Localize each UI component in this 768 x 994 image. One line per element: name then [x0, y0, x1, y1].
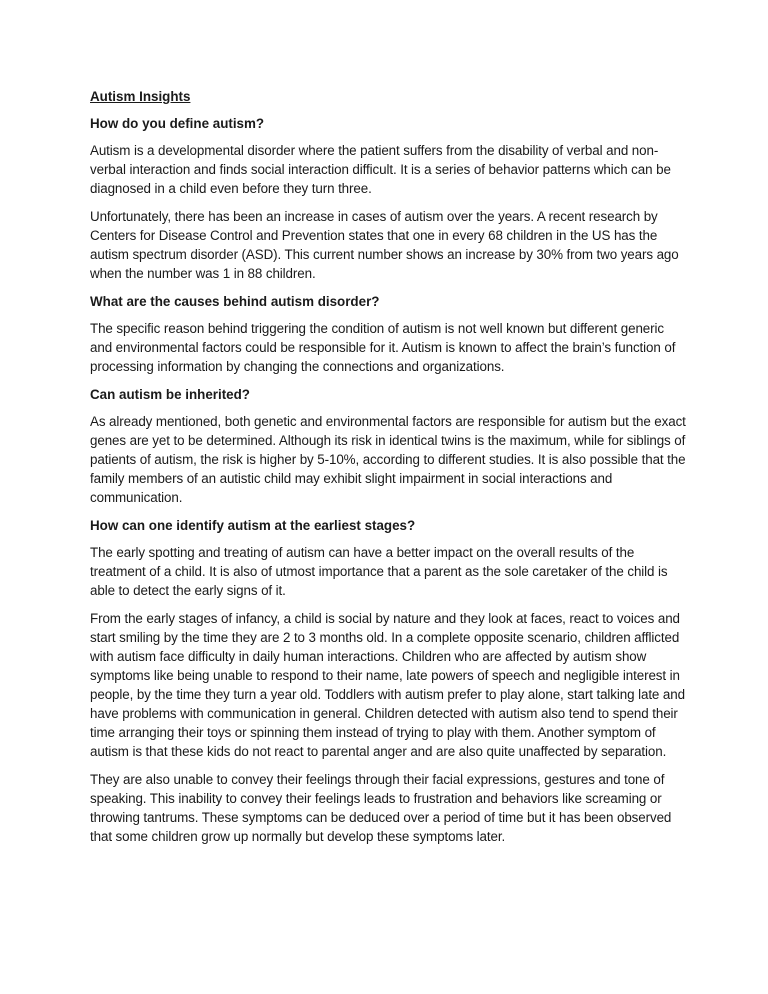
paragraph: From the early stages of infancy, a child is social by nature and they look at faces, react to voices and start smiling by the time they are 2 to 3 months old. In a complete opposite scenario, children afflicted with autism face difficulty in daily human interactions. Children who are affected by autism show symptoms like being unable to respond to their name, late powers of speech and negligible interest in people, by the time they turn a year old. Toddlers with autism prefer to play alone, start talking late and have problems with communication in general. Children detected with autism also tend to spend their time arranging their toys or spinning them instead of trying to play with them. Another symptom of autism is that these kids do not react to parental anger and are also quite unaffected by separation. — [90, 611, 685, 759]
section-heading-identify: How can one identify autism at the earliest stages? — [90, 518, 416, 533]
paragraph: The specific reason behind triggering the condition of autism is not well known but different generic and environmental factors could be responsible for it. Autism is known to affect the brain’s function of processing information by changing the connections and organizations. — [90, 321, 676, 374]
paragraph: Unfortunately, there has been an increase in cases of autism over the years. A recent research by Centers for Disease Control and Prevention states that one in every 68 children in the US has the autism spectrum disorder (ASD). This current number shows an increase by 30% from two years ago when the number was 1 in 88 children. — [90, 209, 679, 281]
section-heading-inherited: Can autism be inherited? — [90, 387, 250, 402]
paragraph: As already mentioned, both genetic and environmental factors are responsible for autism but the exact genes are yet to be determined. Although its risk in identical twins is the maximum, while for siblings of patients of autism, the risk is higher by 5-10%, according to different studies. It is also possible that the family members of an autistic child may exhibit slight impairment in social interactions and communication. — [90, 414, 686, 505]
document-title: Autism Insights — [90, 89, 191, 104]
paragraph: The early spotting and treating of autism can have a better impact on the overall results of the treatment of a child. It is also of utmost importance that a parent as the sole caretaker of the child is able to detect the early signs of it. — [90, 545, 668, 598]
paragraph: Autism is a developmental disorder where the patient suffers from the disability of verbal and non-verbal interaction and finds social interaction difficult. It is a series of behavior patterns which can be diagnosed in a child even before they turn three. — [90, 143, 671, 196]
paragraph: They are also unable to convey their feelings through their facial expressions, gestures and tone of speaking. This inability to convey their feelings leads to frustration and behaviors like screaming or throwing tantrums. These symptoms can be deduced over a period of time but it has been observed that some children grow up normally but develop these symptoms later. — [90, 772, 672, 844]
document-page — [90, 87, 686, 855]
section-heading-define: How do you define autism? — [90, 116, 265, 131]
section-heading-causes: What are the causes behind autism disorder? — [90, 294, 380, 309]
